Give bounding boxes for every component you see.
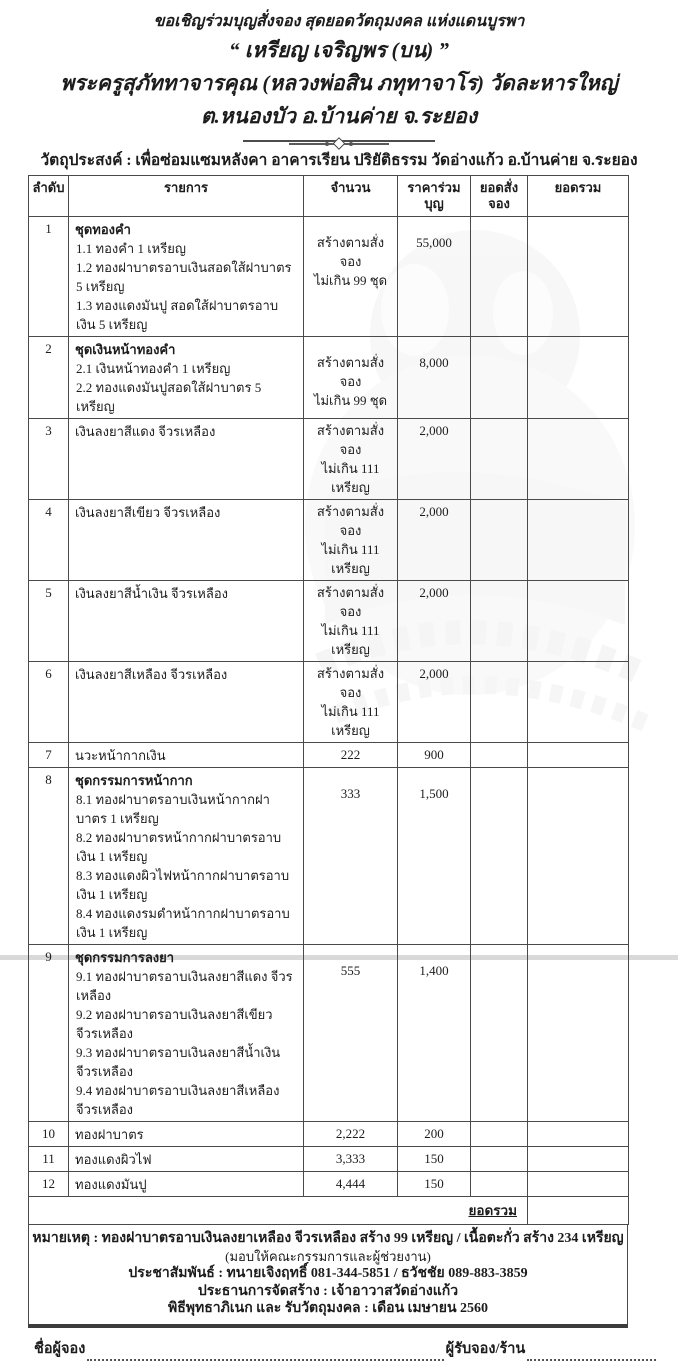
total-cell <box>528 768 629 945</box>
quantity-line: 3,333 <box>335 1151 366 1166</box>
grand-total-value-cell <box>528 1197 629 1225</box>
total-cell <box>528 217 629 337</box>
item-title: ทองฝาบาตร <box>75 1127 144 1142</box>
total-cell <box>528 945 629 1122</box>
note-contact: ประชาสัมพันธ์ : ทนายเจิงฤทธิ์ 081-344-5851 / ธวัชชัย 089-883-3859 <box>128 1266 528 1281</box>
sub-item: 1.1 ทองคำ 1 เหรียญ <box>76 241 186 256</box>
quantity-line: ไม่เกิน 111 เหรียญ <box>321 623 380 657</box>
quantity-line: ไม่เกิน 99 ชุด <box>313 393 388 408</box>
orderer-name-blank <box>87 1345 443 1361</box>
item-title: ชุดเงินหน้าทองคำ <box>75 342 176 357</box>
sub-item: 1.2 ทองฝาบาตรอาบเงินสอดใส้ฝาบาตร 5 เหรียญ <box>76 260 292 294</box>
item-title: เงินลงยาสีเหลือง จีวรเหลือง <box>75 667 228 682</box>
quantity-cell <box>304 1147 398 1172</box>
item-title: ทองแดงผิวไฟ <box>75 1152 152 1167</box>
quantity-line: สร้างตามสั่งจอง <box>316 423 385 457</box>
row-number: 9 <box>29 945 69 1122</box>
total-cell <box>528 662 629 743</box>
row-number: 6 <box>29 662 69 743</box>
item-title: นวะหน้ากากเงิน <box>75 748 166 763</box>
sub-item: 8.1 ทองฝาบาตรอาบเงินหน้ากากฝาบาตร 1 เหรียญ <box>76 792 270 826</box>
quantity-cell <box>304 217 398 337</box>
price-cell: 2,000 <box>398 581 471 662</box>
price-cell: 2,000 <box>398 419 471 500</box>
sub-item: 8.2 ทองฝาบาตรหน้ากากฝาบาตรอาบเงิน 1 เหรียญ <box>76 830 282 864</box>
order-amount-cell <box>471 1147 528 1172</box>
price-cell: 150 <box>398 1172 471 1197</box>
price-cell: 150 <box>398 1147 471 1172</box>
note-chairman: ประธานการจัดสร้าง : เจ้าอาวาสวัดอ่างแก้ว <box>197 1283 459 1299</box>
table-row <box>29 217 629 337</box>
item-title: เงินลงยาสีเขียว จีวรเหลือง <box>75 505 221 520</box>
header-invite-line: ขอเชิญร่วมบุญสั่งจอง สุดยอดวัตถุมงคล แห่งแดนบูรพา <box>153 13 525 30</box>
orderer-name-label: ชื่อผู้จอง <box>34 1340 86 1357</box>
grand-total-row <box>29 1197 629 1225</box>
row-number: 10 <box>29 1122 69 1147</box>
item-title: ชุดทองคำ <box>75 222 131 237</box>
quantity-line: ไม่เกิน 111 เหรียญ <box>321 542 380 576</box>
quantity-cell <box>304 337 398 419</box>
column-header-quantity: จำนวน <box>304 176 398 217</box>
quantity-line: ไม่เกิน 111 เหรียญ <box>321 461 380 495</box>
quantity-line: 4,444 <box>335 1176 366 1191</box>
table-header-row <box>29 176 629 217</box>
sub-item: 9.4 ทองฝาบาตรอาบเงินลงยาสีเหลือง จีวรเหลือง <box>76 1083 280 1117</box>
quantity-cell <box>304 768 398 945</box>
note-committee: (มอบให้คณะกรรมการและผู้ช่วยงาน) <box>225 1248 431 1264</box>
order-amount-cell <box>471 743 528 768</box>
sub-item: 8.4 ทองแดงรมดำหน้ากากฝาบาตรอาบเงิน 1 เหรียญ <box>76 906 290 940</box>
sub-item: 9.2 ทองฝาบาตรอาบเงินลงยาสีเขียว จีวรเหลือง <box>76 1007 273 1041</box>
quantity-line: สร้างตามสั่งจอง <box>316 666 385 700</box>
item-description <box>69 217 304 337</box>
order-amount-cell <box>471 217 528 337</box>
quantity-line: 222 <box>340 747 361 762</box>
document-header <box>0 0 678 133</box>
table-row <box>29 1172 629 1197</box>
column-header-total: ยอดรวม <box>528 176 629 217</box>
total-cell <box>528 1122 629 1147</box>
quantity-line: สร้างตามสั่งจอง <box>316 355 385 389</box>
quantity-line: 2,222 <box>335 1126 366 1141</box>
order-amount-cell <box>471 419 528 500</box>
row-number: 7 <box>29 743 69 768</box>
item-title: เงินลงยาสีน้ำเงิน จีวรเหลือง <box>75 586 228 601</box>
item-description <box>69 945 304 1122</box>
total-cell <box>528 581 629 662</box>
order-amount-cell <box>471 768 528 945</box>
receiver-label: ผู้รับจอง/ร้าน <box>445 1340 526 1357</box>
column-header-price: ราคาร่วมบุญ <box>398 176 471 217</box>
order-table <box>28 175 629 1225</box>
sub-item: 9.3 ทองฝาบาตรอาบเงินลงยาสีน้ำเงิน จีวรเหลือง <box>76 1045 281 1079</box>
table-row <box>29 337 629 419</box>
item-description <box>69 581 304 662</box>
column-header-no: ลำดับ <box>29 176 69 217</box>
item-description <box>69 662 304 743</box>
header-monk-name: พระครูสุภัททาจารคุณ (หลวงพ่อสิน ภทุทาจาโร) วัดละหารใหญ่ <box>60 71 618 95</box>
order-amount-cell <box>471 1172 528 1197</box>
total-cell <box>528 419 629 500</box>
table-row <box>29 945 629 1122</box>
quantity-cell <box>304 581 398 662</box>
price-cell: 1,500 <box>398 768 471 945</box>
item-title: ชุดกรรมการลงยา <box>75 950 175 965</box>
notes-box <box>28 1225 628 1328</box>
item-description <box>69 1122 304 1147</box>
total-cell <box>528 337 629 419</box>
header-temple-location: ต.หนองบัว อ.บ้านค่าย จ.ระยอง <box>200 104 478 128</box>
total-cell <box>528 743 629 768</box>
quantity-line: สร้างตามสั่งจอง <box>316 235 385 269</box>
sub-item: 9.1 ทองฝาบาตรอาบเงินลงยาสีแดง จีวรเหลือง <box>76 969 293 1003</box>
quantity-cell <box>304 743 398 768</box>
quantity-cell <box>304 500 398 581</box>
quantity-line: ไม่เกิน 99 ชุด <box>313 273 388 288</box>
note-remark: หมายเหตุ : ทองฝาบาตรอาบเงินลงยาเหลือง จีวรเหลือง สร้าง 99 เหรียญ / เนื้อตะกั่ว สร้าง 234 เหรียญ <box>32 1231 624 1246</box>
quantity-line: 333 <box>340 786 361 801</box>
price-cell: 2,000 <box>398 662 471 743</box>
column-header-order-amount: ยอดสั่งจอง <box>471 176 528 217</box>
sub-item: 2.1 เงินหน้าทองคำ 1 เหรียญ <box>76 361 231 376</box>
sub-item: 8.3 ทองแดงผิวไฟหน้ากากฝาบาตรอาบเงิน 1 เหรียญ <box>76 868 290 902</box>
sub-item: 2.2 ทองแดงมันปูสอดใส้ฝาบาตร 5 เหรียญ <box>76 380 262 414</box>
table-row <box>29 419 629 500</box>
order-table-body <box>29 217 629 1197</box>
quantity-cell <box>304 945 398 1122</box>
order-amount-cell <box>471 581 528 662</box>
table-row <box>29 768 629 945</box>
receiver-blank <box>527 1345 656 1361</box>
row-number: 3 <box>29 419 69 500</box>
table-row <box>29 1147 629 1172</box>
item-description <box>69 743 304 768</box>
signature-row <box>34 1337 658 1361</box>
quantity-cell <box>304 662 398 743</box>
item-description <box>69 500 304 581</box>
order-amount-cell <box>471 1122 528 1147</box>
row-number: 4 <box>29 500 69 581</box>
order-amount-cell <box>471 337 528 419</box>
item-description <box>69 1172 304 1197</box>
header-coin-name: “ เหรียญ เจริญพร (บน) ” <box>229 38 449 62</box>
item-title: ชุดกรรมการหน้ากาก <box>75 773 193 788</box>
price-cell: 900 <box>398 743 471 768</box>
row-number: 2 <box>29 337 69 419</box>
row-number: 8 <box>29 768 69 945</box>
note-ceremony-date: พิธีพุทธาภิเนก และ รับวัตถุมงคล : เดือน เมษายน 2560 <box>167 1301 489 1316</box>
price-cell: 8,000 <box>398 337 471 419</box>
item-description <box>69 768 304 945</box>
item-description <box>69 337 304 419</box>
sub-item: 1.3 ทองแดงมันปู สอดใส้ฝาบาตรอาบเงิน 5 เหรียญ <box>76 298 279 332</box>
quantity-cell <box>304 1172 398 1197</box>
quantity-line: 555 <box>340 963 361 978</box>
row-number: 5 <box>29 581 69 662</box>
table-row <box>29 662 629 743</box>
quantity-cell <box>304 419 398 500</box>
table-row <box>29 743 629 768</box>
quantity-line: สร้างตามสั่งจอง <box>316 585 385 619</box>
total-cell <box>528 1147 629 1172</box>
quantity-line: ไม่เกิน 111 เหรียญ <box>321 704 380 738</box>
price-cell: 1,400 <box>398 945 471 1122</box>
row-number: 12 <box>29 1172 69 1197</box>
total-cell <box>528 1172 629 1197</box>
price-cell: 2,000 <box>398 500 471 581</box>
price-cell: 55,000 <box>398 217 471 337</box>
purpose-line: วัตถุประสงค์ : เพื่อซ่อมแซมหลังคา อาคารเรียน ปริยัติธรรม วัดอ่างแก้ว อ.บ้านค่าย จ.ระยอง <box>40 152 638 169</box>
price-cell: 200 <box>398 1122 471 1147</box>
row-number: 1 <box>29 217 69 337</box>
column-header-item: รายการ <box>69 176 304 217</box>
total-cell <box>528 500 629 581</box>
order-amount-cell <box>471 662 528 743</box>
quantity-cell <box>304 1122 398 1147</box>
table-row <box>29 581 629 662</box>
table-row <box>29 500 629 581</box>
order-table-wrap <box>28 175 628 1225</box>
row-number: 11 <box>29 1147 69 1172</box>
order-amount-cell <box>471 500 528 581</box>
order-amount-cell <box>471 945 528 1122</box>
item-title: ทองแดงมันปู <box>75 1177 147 1192</box>
item-description <box>69 419 304 500</box>
grand-total-label: ยอดรวม <box>29 1197 528 1225</box>
table-row <box>29 1122 629 1147</box>
item-title: เงินลงยาสีแดง จีวรเหลือง <box>75 424 216 439</box>
quantity-line: สร้างตามสั่งจอง <box>316 504 385 538</box>
item-description <box>69 1147 304 1172</box>
ornament-divider-icon <box>243 136 435 148</box>
